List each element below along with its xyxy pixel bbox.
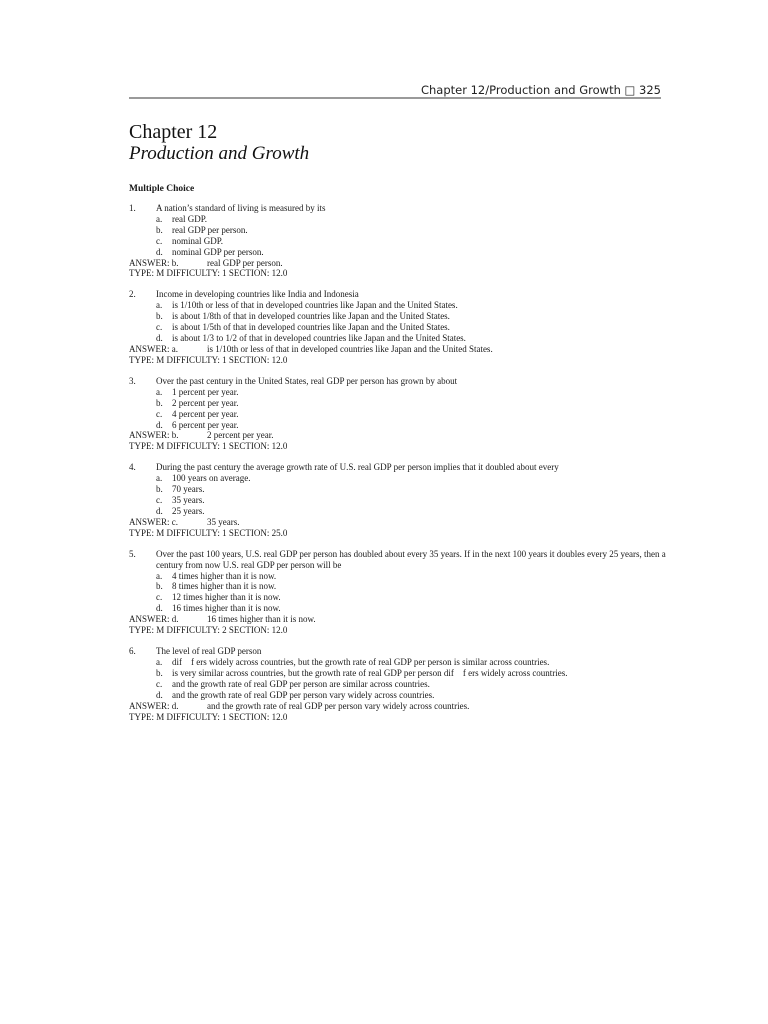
option-letter: c. [156,322,163,333]
option-text: nominal GDP per person. [172,246,264,257]
question-stem [129,203,669,214]
answer-text: 35 years. [207,516,240,527]
answer-option [129,495,669,506]
option-text: is about 1/3 to 1/2 of that in developed countries like Japan and the United States. [172,333,466,344]
option-text: 35 years. [172,495,205,506]
option-text: 1 percent per year. [172,386,239,397]
answer-option [129,581,669,592]
option-letter: b. [156,397,163,408]
answer-option [129,679,669,690]
answer-option [129,409,669,420]
option-letter: a. [156,300,163,311]
answer-label: ANSWER: a. [129,343,178,354]
question-number: 2. [129,289,136,300]
option-text: 100 years on average. [172,473,251,484]
question-stem [129,376,669,387]
option-letter: d. [156,505,163,516]
option-letter: d. [156,419,163,430]
answer-text: and the growth rate of real GDP per person vary widely across countries. [207,700,470,711]
option-text: is about 1/8th of that in developed countries like Japan and the United States. [172,311,450,322]
answer-option [129,398,669,409]
answer-label: ANSWER: b. [129,430,179,441]
option-text: 8 times higher than it is now. [172,581,277,592]
answer-line [129,430,669,441]
question-3 [129,376,669,452]
option-text: 70 years. [172,484,205,495]
type-difficulty-section: TYPE: M DIFFICULTY: 2 SECTION: 12.0 [129,625,288,636]
answer-option [129,225,669,236]
option-letter: a. [156,386,163,397]
type-difficulty-section: TYPE: M DIFFICULTY: 1 SECTION: 12.0 [129,354,288,365]
question-number: 1. [129,203,136,213]
option-text: nominal GDP. [172,235,224,246]
option-letter: b. [156,224,163,235]
option-text: is about 1/5th of that in developed countries like Japan and the United States. [172,322,450,333]
chapter-number: Chapter 12 [129,121,218,143]
question-list [129,203,669,733]
answer-option [129,603,669,614]
option-text: is very similar across countries, but the growth rate of real GDP per person dif f ers widely across countries. [172,667,568,678]
answer-option [129,657,669,668]
option-letter: b. [156,311,163,322]
answer-option [129,668,669,679]
type-difficulty-section: TYPE: M DIFFICULTY: 1 SECTION: 12.0 [129,268,288,279]
answer-line [129,614,669,625]
answer-line [129,258,669,269]
type-difficulty-section: TYPE: M DIFFICULTY: 1 SECTION: 12.0 [129,441,288,452]
question-text: Over the past 100 years, U.S. real GDP per person has doubled about every 35 years. If in the next 100 years it doubles every 25 years, then a century from now U.S. real GDP per person will be [156,548,666,570]
question-number: 4. [129,462,136,473]
option-letter: c. [156,592,163,603]
option-text: 2 percent per year. [172,397,239,408]
question-2 [129,289,669,365]
question-5 [129,549,669,636]
question-number: 3. [129,375,136,386]
option-letter: c. [156,235,163,246]
option-letter: a. [156,657,163,667]
chapter-title: Production and Growth [129,143,310,164]
option-letter: a. [156,213,163,224]
answer-option [129,300,669,311]
question-text: The level of real GDP person [156,646,262,657]
question-stem [129,646,669,657]
answer-option [129,322,669,333]
answer-label: ANSWER: c. [129,516,178,527]
option-text: 25 years. [172,505,205,516]
type-difficulty-section: TYPE: M DIFFICULTY: 1 SECTION: 12.0 [129,711,288,722]
option-text: 4 times higher than it is now. [172,570,277,581]
option-text: 4 percent per year. [172,408,239,419]
option-text: and the growth rate of real GDP per person vary widely across countries. [172,689,435,700]
answer-option [129,420,669,431]
section-label: Multiple Choice [129,184,195,194]
option-letter: d. [156,246,163,257]
option-text: dif f ers widely across countries, but the growth rate of real GDP per person is similar across countries. [172,657,550,667]
option-letter: c. [156,678,163,689]
answer-option [129,387,669,398]
answer-line [129,701,669,712]
option-text: 6 percent per year. [172,419,239,430]
question-stem [129,549,669,571]
option-letter: a. [156,473,163,484]
option-text: real GDP per person. [172,224,248,235]
question-stem [129,462,669,473]
option-letter: c. [156,408,163,419]
answer-label: ANSWER: b. [129,257,179,268]
question-stem [129,289,669,300]
option-letter: d. [156,689,163,700]
option-letter: b. [156,667,163,678]
answer-option [129,571,669,582]
header-rule [129,97,661,99]
answer-option [129,214,669,225]
option-text: and the growth rate of real GDP per person are similar across countries. [172,678,430,689]
option-letter: c. [156,495,163,506]
running-head: Chapter 12/Production and Growth □ 325 [420,83,661,97]
option-letter: a. [156,570,163,581]
option-letter: b. [156,581,163,592]
answer-text: 2 percent per year. [207,430,274,441]
option-text: is 1/10th or less of that in developed countries like Japan and the United States. [172,300,458,311]
answer-option [129,333,669,344]
option-letter: d. [156,603,163,614]
answer-text: is 1/10th or less of that in developed countries like Japan and the United States. [207,343,493,354]
option-letter: d. [156,333,163,344]
answer-option [129,690,669,701]
answer-text: 16 times higher than it is now. [207,614,316,625]
answer-label: ANSWER: d. [129,700,179,711]
option-text: 12 times higher than it is now. [172,592,281,603]
answer-option [129,592,669,603]
option-text: real GDP. [172,213,207,224]
answer-option [129,473,669,484]
option-text: 16 times higher than it is now. [172,603,281,614]
answer-line [129,344,669,355]
question-1 [129,203,669,279]
option-letter: b. [156,484,163,495]
type-difficulty-section: TYPE: M DIFFICULTY: 1 SECTION: 25.0 [129,527,288,538]
question-number: 5. [129,548,136,559]
question-number: 6. [129,646,136,657]
answer-label: ANSWER: d. [129,614,179,625]
answer-option [129,484,669,495]
answer-option [129,311,669,322]
answer-line [129,517,669,528]
question-4 [129,462,669,538]
answer-option [129,247,669,258]
question-text: Over the past century in the United States, real GDP per person has grown by about [156,375,458,386]
question-text: During the past century the average growth rate of U.S. real GDP per person implies that it doubled about every [156,462,559,473]
question-6 [129,646,669,722]
question-text: Income in developing countries like India and Indonesia [156,289,359,300]
question-text: A nation’s standard of living is measured by its [156,203,326,213]
answer-option [129,506,669,517]
answer-option [129,236,669,247]
answer-text: real GDP per person. [207,257,283,268]
